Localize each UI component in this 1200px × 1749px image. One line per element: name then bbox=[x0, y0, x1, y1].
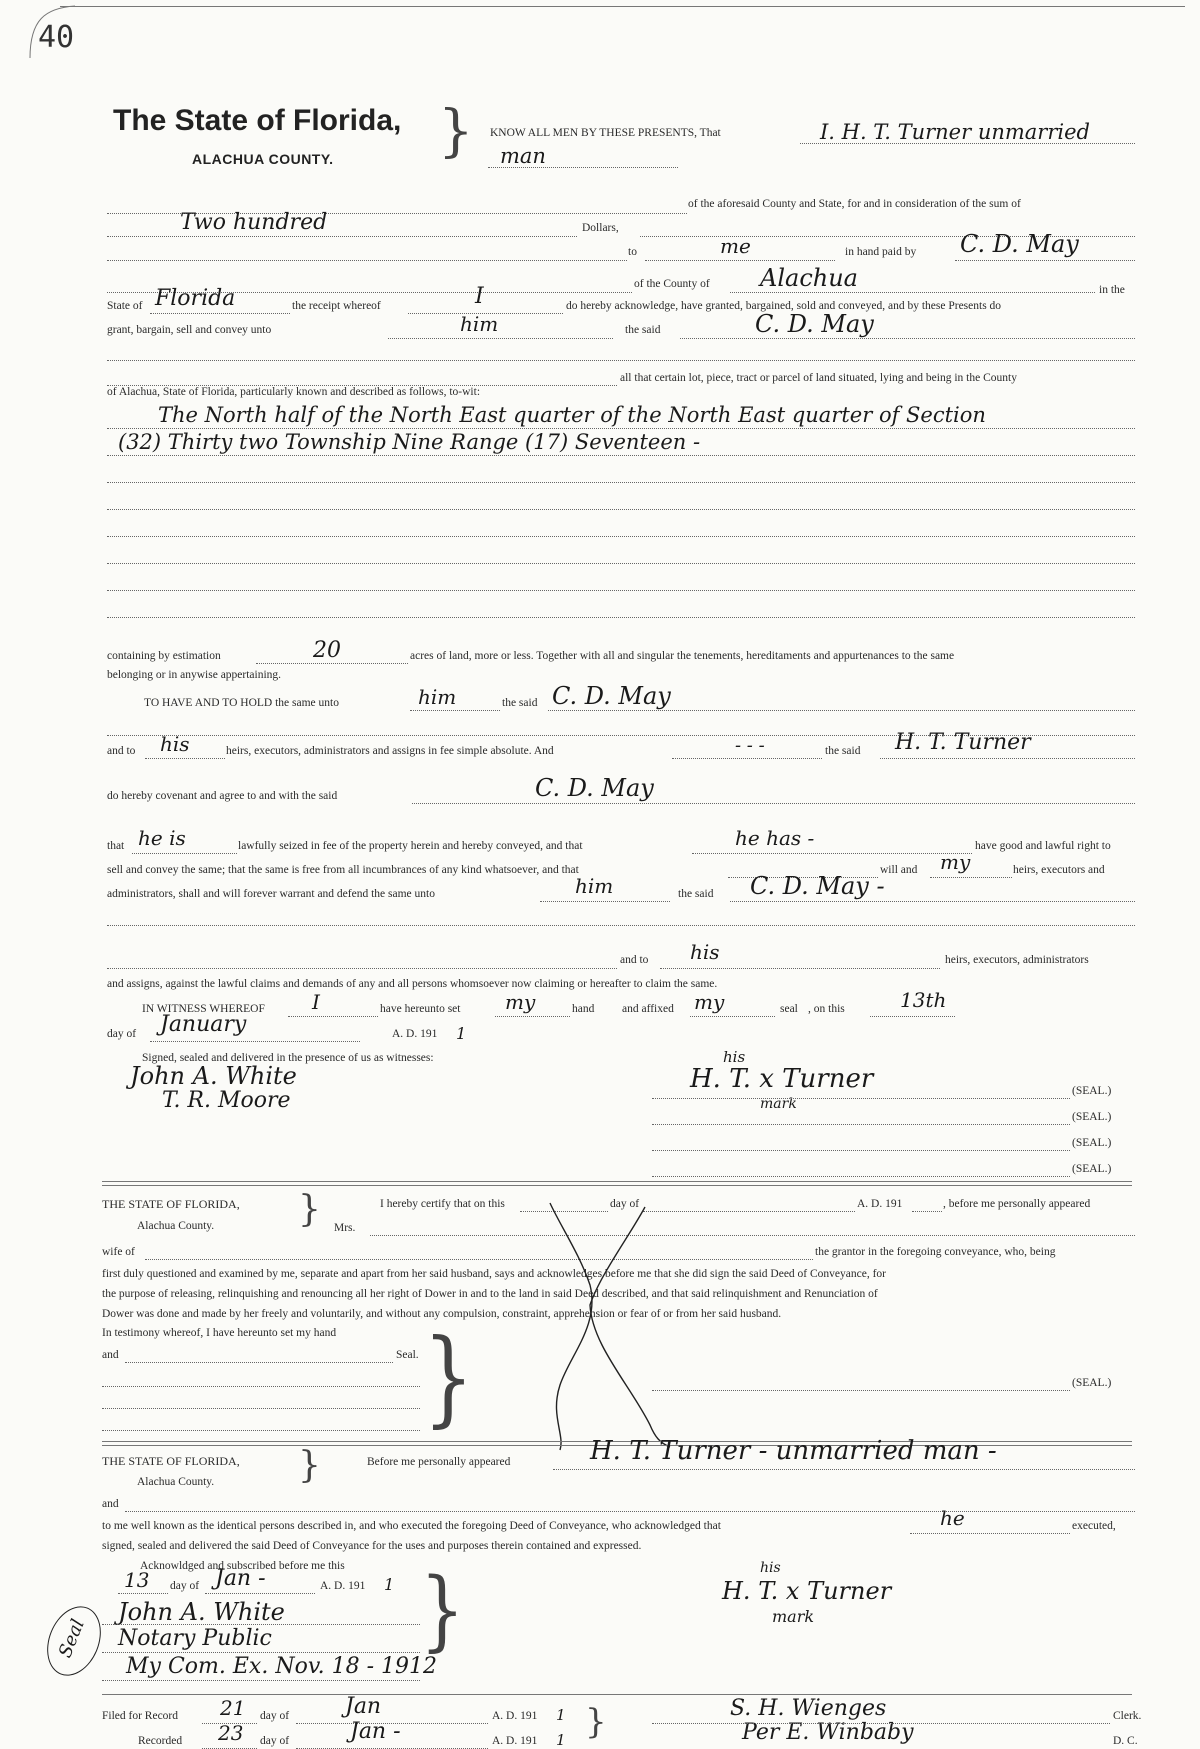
page-number: 40 bbox=[38, 20, 75, 55]
desc-line bbox=[107, 590, 1135, 591]
county-name: Alachua bbox=[760, 264, 858, 292]
witness-affixed: and affixed bbox=[622, 1003, 674, 1015]
seized-has-line bbox=[692, 853, 972, 854]
witness-2: T. R. Moore bbox=[162, 1088, 291, 1113]
dower-notary-brace: } bbox=[423, 1316, 474, 1438]
habendum-unto-line bbox=[410, 710, 500, 711]
desc-line-2 bbox=[107, 455, 1135, 456]
seized-who-line bbox=[132, 853, 237, 854]
notary-title: Notary Public bbox=[118, 1626, 272, 1651]
payer-line bbox=[955, 260, 1135, 261]
admin-unto-line bbox=[540, 901, 670, 902]
seal-label-1: (SEAL.) bbox=[1072, 1085, 1112, 1097]
habendum-the-said: the said bbox=[502, 697, 538, 709]
desc-line bbox=[107, 509, 1135, 510]
state-heading: The State of Florida, bbox=[113, 104, 402, 137]
desc-line bbox=[107, 536, 1135, 537]
land-desc-2: (32) Thirty two Township Nine Range (17) Seventeen - bbox=[118, 430, 701, 454]
clerk-label: Clerk. bbox=[1113, 1710, 1142, 1722]
rec-day-of: day of bbox=[260, 1735, 290, 1747]
filing-brace: } bbox=[585, 1702, 607, 1742]
ack-executed: executed, bbox=[1072, 1520, 1116, 1532]
witness-my2-line bbox=[690, 1016, 775, 1017]
dower-before: , before me personally appeared bbox=[943, 1198, 1091, 1210]
signature-line-2 bbox=[652, 1124, 1070, 1125]
state-line bbox=[150, 313, 290, 314]
dower-certify: I hereby certify that on this bbox=[380, 1198, 505, 1210]
desc-line-1 bbox=[107, 428, 1135, 429]
filed-year: 1 bbox=[556, 1706, 566, 1724]
clerk-signature: S. H. Wienges bbox=[730, 1696, 887, 1721]
the-said-label: the said bbox=[625, 324, 661, 336]
covenant-text: do hereby covenant and agree to and with the said bbox=[107, 790, 338, 802]
ack-before: Before me personally appeared bbox=[367, 1456, 511, 1468]
notary-line-2 bbox=[102, 1652, 420, 1653]
witness-who-line bbox=[288, 1016, 378, 1017]
rec-month: Jan - bbox=[350, 1719, 401, 1744]
admin-unto: him bbox=[575, 874, 614, 898]
seized-that: that bbox=[107, 840, 125, 852]
grant-text: grant, bargain, sell and convey unto bbox=[107, 324, 272, 336]
grantor-name: I. H. T. Turner unmarried bbox=[820, 120, 1090, 144]
receipt-who: I bbox=[475, 284, 484, 309]
and-to-his: his bbox=[690, 940, 720, 964]
ack-he: he bbox=[940, 1506, 965, 1530]
witness-who: I bbox=[312, 990, 320, 1014]
ack-notary-brace: } bbox=[420, 1558, 465, 1661]
sell-my: my bbox=[940, 850, 971, 874]
top-edge-line bbox=[60, 6, 1185, 7]
desc-line bbox=[107, 482, 1135, 483]
signature-line-4 bbox=[652, 1176, 1070, 1177]
deputy-signature: Per E. Winbaby bbox=[742, 1720, 914, 1745]
dower-notary-line-2 bbox=[102, 1408, 420, 1409]
habendum-unto: him bbox=[418, 685, 457, 709]
filed-day: 21 bbox=[220, 1696, 246, 1720]
dower-p1: first duly questioned and examined by me, separate and apart from her said husband, says and acknowledges before me that she did sign the said Deed of Conveyance, for bbox=[102, 1268, 886, 1280]
sell-heirs: heirs, executors and bbox=[1013, 864, 1105, 876]
ack-signature: H. T. x Turner bbox=[722, 1577, 892, 1605]
ack-person: H. T. Turner - unmarried man - bbox=[590, 1436, 997, 1466]
witness-month: January bbox=[160, 1012, 247, 1037]
witness-my1-line bbox=[495, 1016, 570, 1017]
grantor-signature: H. T. x Turner bbox=[690, 1064, 874, 1094]
filed-label: Filed for Record bbox=[102, 1710, 179, 1722]
admin-grantee: C. D. May - bbox=[750, 872, 885, 900]
sell-my-line bbox=[930, 877, 1012, 878]
signature-line-3 bbox=[652, 1150, 1070, 1151]
notary-commission: My Com. Ex. Nov. 18 - 1912 bbox=[126, 1654, 438, 1679]
amount: Two hundred bbox=[180, 210, 328, 235]
and-to-label: and to bbox=[620, 954, 649, 966]
unto-line bbox=[388, 338, 613, 339]
blank-line bbox=[107, 260, 627, 261]
know-all-men: KNOW ALL MEN BY THESE PRESENTS, That bbox=[490, 127, 721, 139]
clerk-line bbox=[652, 1723, 1110, 1724]
ack-p2: signed, sealed and delivered the said Deed of Conveyance for the uses and purposes therein contained and expressed. bbox=[102, 1540, 642, 1552]
heirs-grantor: H. T. Turner bbox=[895, 730, 1031, 755]
signed-sealed-text: Signed, sealed and delivered in the presence of us as witnesses: bbox=[142, 1052, 434, 1064]
dower-and-line bbox=[125, 1362, 393, 1363]
admin-text: administrators, shall and will forever warrant and defend the same unto bbox=[107, 888, 435, 900]
seal-label-2: (SEAL.) bbox=[1072, 1111, 1112, 1123]
recorded-label: Recorded bbox=[138, 1735, 183, 1747]
dower-notary-line-3 bbox=[102, 1430, 420, 1431]
dower-year-line bbox=[912, 1211, 942, 1212]
dc-label: D. C. bbox=[1113, 1735, 1138, 1747]
consideration-text: of the aforesaid County and State, for and in consideration of the sum of bbox=[688, 198, 1021, 210]
ack-and-line bbox=[125, 1511, 1135, 1512]
dower-county: Alachua County. bbox=[137, 1220, 215, 1232]
to-label: to bbox=[628, 246, 637, 258]
dower-seal-label: (SEAL.) bbox=[1072, 1377, 1112, 1389]
ack-p1: to me well known as the identical persons described in, and who executed the foregoing Deed of Conveyance, who acknowledged that bbox=[102, 1520, 721, 1532]
containing-suffix: acres of land, more or less. Together with all and singular the tenements, hereditaments and appurtenances to the same bbox=[410, 650, 955, 662]
witness-hand: hand bbox=[572, 1003, 595, 1015]
ack-state: THE STATE OF FLORIDA, bbox=[102, 1454, 240, 1468]
dower-grantor: the grantor in the foregoing conveyance, who, being bbox=[815, 1246, 1056, 1258]
notary-line-3 bbox=[102, 1680, 420, 1681]
filed-day-of: day of bbox=[260, 1710, 290, 1722]
and-to-heirs: heirs, executors, administrators bbox=[945, 954, 1089, 966]
ack-day-line bbox=[118, 1593, 168, 1594]
habendum-grantee-line bbox=[548, 710, 1135, 711]
notary-signature: John A. White bbox=[118, 1598, 285, 1626]
heirs-text: heirs, executors, administrators and assigns in fee simple absolute. And bbox=[226, 745, 554, 757]
blank-line bbox=[107, 925, 1135, 926]
dower-notary-line-1 bbox=[102, 1386, 420, 1387]
grantee-line bbox=[680, 338, 1135, 339]
dower-brace: } bbox=[298, 1189, 321, 1230]
dower-and: and bbox=[102, 1349, 119, 1361]
land-desc-1: The North half of the North East quarter of the North East quarter of Section bbox=[158, 403, 986, 427]
ack-month: Jan - bbox=[215, 1566, 266, 1591]
witness-seal: seal bbox=[780, 1003, 798, 1015]
receipt-label: the receipt whereof bbox=[292, 300, 381, 312]
acres: 20 bbox=[313, 638, 341, 663]
ack-month-line bbox=[205, 1593, 315, 1594]
witness-day: 13th bbox=[900, 988, 947, 1012]
ack-subscribed: Acknowldged and subscribed before me this bbox=[140, 1560, 345, 1572]
ack-day: 13 bbox=[124, 1568, 150, 1592]
desc-line bbox=[107, 617, 1135, 618]
witness-my2: my bbox=[694, 990, 725, 1014]
dower-testimony: In testimony whereof, I have hereunto set my hand bbox=[102, 1327, 337, 1339]
heirs-and-to: and to bbox=[107, 745, 136, 757]
covenant-grantee-line bbox=[412, 803, 1135, 804]
witness-year: 1 bbox=[456, 1024, 467, 1043]
acknowledge-text: do hereby acknowledge, have granted, bargained, sold and conveyed, and by these Presents do bbox=[566, 300, 1002, 312]
ack-mark: mark bbox=[772, 1607, 815, 1626]
witness-1: John A. White bbox=[130, 1062, 297, 1090]
seized-who: he is bbox=[138, 826, 186, 850]
dower-seal: Seal. bbox=[396, 1349, 419, 1361]
ack-he-line bbox=[910, 1533, 1070, 1534]
dower-day-of: day of bbox=[610, 1198, 640, 1210]
ack-county: Alachua County. bbox=[137, 1476, 215, 1488]
page-corner-curve bbox=[0, 0, 80, 60]
rec-year: 1 bbox=[556, 1731, 566, 1749]
heirs-his-line bbox=[145, 758, 225, 759]
section-divider-1b bbox=[102, 1185, 1132, 1186]
heirs-grantor-line bbox=[880, 758, 1135, 759]
heirs-blank-line bbox=[672, 758, 822, 759]
ack-ad: A. D. 191 bbox=[320, 1580, 366, 1592]
heading-brace: } bbox=[438, 99, 474, 164]
dower-p2: the purpose of releasing, relinquishing and renouncing all her right of Dower in and to the land in said Deed described, and that said relinquishment and Renunciation of bbox=[102, 1288, 878, 1300]
ack-day-of: day of bbox=[170, 1580, 200, 1592]
month-line bbox=[150, 1041, 360, 1042]
dower-state: THE STATE OF FLORIDA, bbox=[102, 1197, 240, 1211]
to-whom: me bbox=[720, 234, 751, 258]
sell-text: sell and convey the same; that the same is free from all incumbrances of any kind whatsoever, and that bbox=[107, 864, 579, 876]
ack-person-line bbox=[553, 1469, 1135, 1470]
and-to-his-line bbox=[660, 968, 940, 969]
heirs-his: his bbox=[160, 732, 190, 756]
day-of-label: day of bbox=[107, 1028, 137, 1040]
of-county-label: of the County of bbox=[634, 278, 710, 290]
blank-line bbox=[107, 968, 617, 969]
habendum-grantee: C. D. May bbox=[552, 682, 671, 710]
cancel-strike-mark bbox=[520, 1195, 720, 1455]
witness-set: have hereunto set bbox=[380, 1003, 461, 1015]
state-name: Florida bbox=[155, 286, 236, 311]
dower-wife-of: wife of bbox=[102, 1246, 135, 1258]
desc-line bbox=[107, 563, 1135, 564]
to-whom-line bbox=[645, 260, 835, 261]
signature-his: his bbox=[723, 1048, 746, 1066]
section-divider-3 bbox=[102, 1694, 1132, 1695]
signature-mark: mark bbox=[760, 1096, 797, 1112]
ack-and: and bbox=[102, 1498, 119, 1510]
rec-ad: A. D. 191 bbox=[492, 1735, 538, 1747]
filed-ad: A. D. 191 bbox=[492, 1710, 538, 1722]
admin-grantee-line bbox=[730, 901, 1135, 902]
ack-brace: } bbox=[298, 1445, 321, 1486]
state-of-label: State of bbox=[107, 300, 143, 312]
dower-mrs-line bbox=[370, 1235, 1135, 1236]
grant-unto: him bbox=[460, 312, 499, 336]
paid-by-label: in hand paid by bbox=[845, 246, 917, 258]
witness-ad: A. D. 191 bbox=[392, 1028, 438, 1040]
dower-mrs: Mrs. bbox=[334, 1222, 356, 1234]
dollars-label: Dollars, bbox=[582, 222, 619, 234]
to-have-label: TO HAVE AND TO HOLD the same unto bbox=[144, 697, 339, 709]
containing-line2: belonging or in anywise appertaining. bbox=[107, 669, 282, 681]
heirs-the-said: the said bbox=[825, 745, 861, 757]
dower-p3: Dower was done and made by her freely and voluntarily, and without any compulsion, constraint, apprehension or fear of or from her said husband. bbox=[102, 1308, 782, 1320]
ack-year: 1 bbox=[384, 1575, 395, 1594]
seized-right: have good and lawful right to bbox=[975, 840, 1111, 852]
notary-seal-text: Seal bbox=[54, 1616, 89, 1661]
witness-label: IN WITNESS WHEREOF bbox=[142, 1003, 265, 1015]
grant-grantee: C. D. May bbox=[755, 310, 874, 338]
land-intro: all that certain lot, piece, tract or parcel of land situated, lying and being in the County bbox=[620, 372, 1017, 384]
seized-text: lawfully seized in fee of the property herein and hereby conveyed, and that bbox=[238, 840, 583, 852]
in-the-label: in the bbox=[1099, 284, 1125, 296]
signature-line-1 bbox=[652, 1098, 1070, 1099]
ack-his: his bbox=[760, 1560, 781, 1576]
seal-label-3: (SEAL.) bbox=[1072, 1137, 1112, 1149]
seal-label-4: (SEAL.) bbox=[1072, 1163, 1112, 1175]
county-line bbox=[730, 292, 1095, 293]
dower-ad: A. D. 191 bbox=[857, 1198, 903, 1210]
county-heading: ALACHUA COUNTY. bbox=[192, 151, 334, 167]
containing-prefix: containing by estimation bbox=[107, 650, 221, 662]
payer: C. D. May bbox=[960, 230, 1079, 258]
filed-month: Jan bbox=[345, 1694, 382, 1719]
notary-line-1 bbox=[102, 1624, 420, 1625]
witness-day-line bbox=[870, 1016, 955, 1017]
rec-day: 23 bbox=[218, 1721, 244, 1745]
admin-the-said: the said bbox=[678, 888, 714, 900]
section-divider-1 bbox=[102, 1181, 1132, 1182]
witness-on-this: , on this bbox=[808, 1003, 845, 1015]
land-intro2: of Alachua, State of Florida, particularly known and described as follows, to-wit: bbox=[107, 386, 481, 398]
sell-will: will and bbox=[880, 864, 918, 876]
covenant-grantee: C. D. May bbox=[535, 774, 654, 802]
acres-line bbox=[256, 663, 408, 664]
assigns-text: and assigns, against the lawful claims and demands of any and all persons whomsoever now claiming or hereafter to claim the same. bbox=[107, 978, 718, 990]
blank-line bbox=[107, 360, 1135, 361]
heirs-blank: - - - bbox=[735, 735, 765, 756]
grantor-cont: man bbox=[500, 144, 546, 168]
seized-has: he has - bbox=[735, 826, 815, 850]
witness-my1: my bbox=[505, 990, 536, 1014]
amount-line bbox=[107, 236, 577, 237]
